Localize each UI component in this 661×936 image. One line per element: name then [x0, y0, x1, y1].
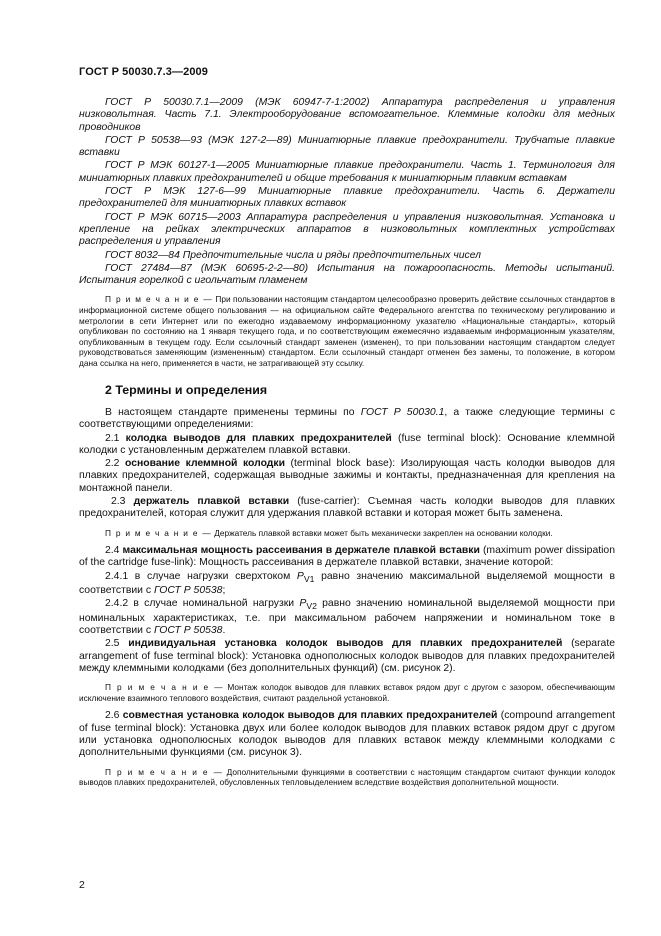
section-heading: 2 Термины и определения — [105, 382, 268, 397]
reference-item: ГОСТ Р МЭК 60127-1—2005 Миниатюрные плавкие предохранители. Часть 1. Терминология для миниатюрных плавких предохранителей и общие требования к миниатюрным плавким вставкам — [79, 160, 615, 184]
standard-ref: ГОСТ Р 50538 — [153, 625, 223, 637]
term-2-4-1 — [79, 571, 615, 598]
intro-text: В настоящем стандарте применены термины по — [105, 406, 361, 418]
intro-text-end: , а также следующие термины с соответствующими определениями: — [79, 406, 615, 431]
term-2-4-2 — [79, 598, 615, 637]
term-number: 2.3 — [111, 495, 134, 507]
note-references — [79, 294, 615, 368]
reference-item: ГОСТ 27484—87 (МЭК 60695-2-2—80) Испытания на пожароопасность. Методы испытаний. Испытания горелкой с игольчатым пламенем — [79, 262, 615, 287]
intro-ref: ГОСТ Р 50030.1 — [360, 406, 445, 418]
term-definition: (terminal block base): Изолирующая часть колодки выводов для плавких предохранителей, содержащая выводные зажимы и контакты, предназначенная для крепления на монтажной панели. — [79, 458, 615, 494]
document-body — [79, 97, 615, 788]
power-symbol: P — [296, 570, 304, 582]
term-2-6 — [79, 710, 615, 759]
note-label: П р и м е ч а н и е — — [105, 682, 224, 693]
note-label: П р и м е ч а н и е — — [105, 766, 224, 777]
term-name: основание клеммной колодки — [125, 458, 285, 470]
term-name: совместная установка колодок выводов для плавких предохранителей — [122, 710, 498, 722]
term-text: равно значению максимальной выделяемой мощности в соответствии с — [79, 570, 615, 597]
term-number: 2.6 — [105, 710, 123, 722]
document-header: ГОСТ Р 50030.7.3—2009 — [79, 66, 208, 78]
term-definition: (maximum power dissipation of the cartridge fuse-link): Мощность рассеивания в держателе плавкой вставки, значение которой: — [79, 545, 615, 569]
note-label: П р и м е ч а н и е — — [105, 294, 213, 305]
term-name: максимальная мощность рассеивания в держателе плавкой вставки — [122, 545, 480, 557]
reference-item: ГОСТ Р МЭК 127-6—99 Миниатюрные плавкие предохранители. Часть 6. Держатели предохранителей для миниатюрных плавких вставок — [79, 186, 615, 210]
term-text: 2.4.2 в случае номинальной нагрузки — [105, 598, 300, 610]
term-definition: (fuse terminal block): Основание клеммной колодки с установленным держателем плавкой вставки. — [79, 432, 615, 456]
term-name: колодка выводов для плавких предохранителей — [125, 432, 392, 444]
reference-item: ГОСТ Р 50030.7.1—2009 (МЭК 60947-7-1:2002) Аппаратура распределения и управления низковольтная. Часть 7.1. Электрооборудование вспомогательное. Клеммные колодки для медных проводников — [79, 97, 615, 133]
term-text: равно значению номинальной выделяемой мощности при номинальных характеристиках, т.е. при максимальном рабочем напряжении и номинальном токе в соответствии с — [79, 598, 615, 637]
term-2-5 — [79, 638, 615, 675]
reference-item: ГОСТ 8032—84 Предпочтительные числа и ряды предпочтительных чисел — [105, 249, 482, 261]
term-2-4 — [79, 545, 615, 570]
note-additional-functions — [79, 767, 615, 788]
term-2-3 — [79, 496, 615, 521]
term-number: 2.5 — [105, 638, 129, 650]
power-subscript: V2 — [306, 601, 317, 612]
note-separate-arrangement — [79, 682, 615, 703]
standard-ref: ГОСТ Р 50538 — [153, 585, 223, 597]
term-definition: (separate arrangement of fuse terminal block): Установка однополюсных колодок выводов для плавких предохранителей между клеммными колодками (без дополнительных функций) (см. рисунок 2). — [79, 638, 615, 674]
note-label: П р и м е ч а н и е — — [105, 527, 212, 538]
note-text: Держатель плавкой вставки может быть механически закреплен на основании колодки. — [214, 527, 553, 538]
term-definition: (compound arrangement of fuse terminal block): Установка двух или более колодок выводов для плавких вставок рядом друг с другом или установка однополюсных колодок выводов для плавких вставок между клеммными колодками с дополнительными функциями (см. рисунок 3). — [79, 710, 615, 759]
reference-item: ГОСТ Р 50538—93 (МЭК 127-2—89) Миниатюрные плавкие предохранители. Трубчатые плавкие вставки — [79, 134, 615, 159]
term-2-1 — [79, 433, 615, 458]
power-subscript: V1 — [303, 573, 315, 584]
term-text: . — [222, 625, 226, 637]
term-2-2 — [79, 458, 615, 495]
term-text: 2.4.1 в случае нагрузки сверхтоком — [105, 570, 297, 582]
note-text: Дополнительными функциями в соответствии с настоящим стандартом считают функции колодок выводов плавких предохранителей, обусловленных тепловыделением вследствие воздействия дополнительной мощности. — [79, 766, 616, 788]
term-number: 2.1 — [105, 432, 126, 444]
term-definition: (fuse-carrier): Съемная часть колодки выводов для плавких предохранителей, которая служит для удержания плавкой вставки и которая может быть заменена. — [79, 495, 615, 520]
note-text: Монтаж колодок выводов для плавких вставок рядом друг с другом с зазором, обеспечивающим исключение взаимного теплового воздействия, считают раздельной установкой. — [79, 682, 615, 703]
note-fuse-carrier — [79, 528, 615, 539]
term-number: 2.4 — [105, 545, 123, 557]
term-text: ; — [222, 585, 226, 597]
section-intro — [79, 407, 615, 432]
term-name: держатель плавкой вставки — [133, 495, 290, 507]
term-number: 2.2 — [105, 458, 125, 470]
term-name: индивидуальная установка колодок выводов для плавких предохранителей — [128, 638, 563, 650]
note-text: При пользовании настоящим стандартом целесообразно проверить действие ссылочных стандартов в информационной системе общего пользования — на официальном сайте Федерального агентства по техническому регулированию и метрологии в сети Интернет или по ежегодно издаваемому информационному указателю «Национальные стандарты», который опубликован по состоянию на 1 января текущего года, и по соответствующим ежемесячно издаваемым информационным указателям, опубликованным в текущем году. Если ссылочный стандарт заменен (изменен), то при пользовании настоящим стандартом следует руководствоваться заменяющим (измененным) стандартом. Если ссылочный стандарт отменен без замены, то положение, в котором дана ссылка на него, применяется в части, не затрагивающей эту ссылку. — [79, 294, 616, 369]
reference-item: ГОСТ Р МЭК 60715—2003 Аппаратура распределения и управления низковольтная. Установка и крепление на рейках электрических аппаратов в низковольтных комплектных устройствах распределения и управления — [79, 211, 615, 248]
page-number: 2 — [79, 879, 85, 891]
power-symbol: P — [299, 598, 307, 610]
